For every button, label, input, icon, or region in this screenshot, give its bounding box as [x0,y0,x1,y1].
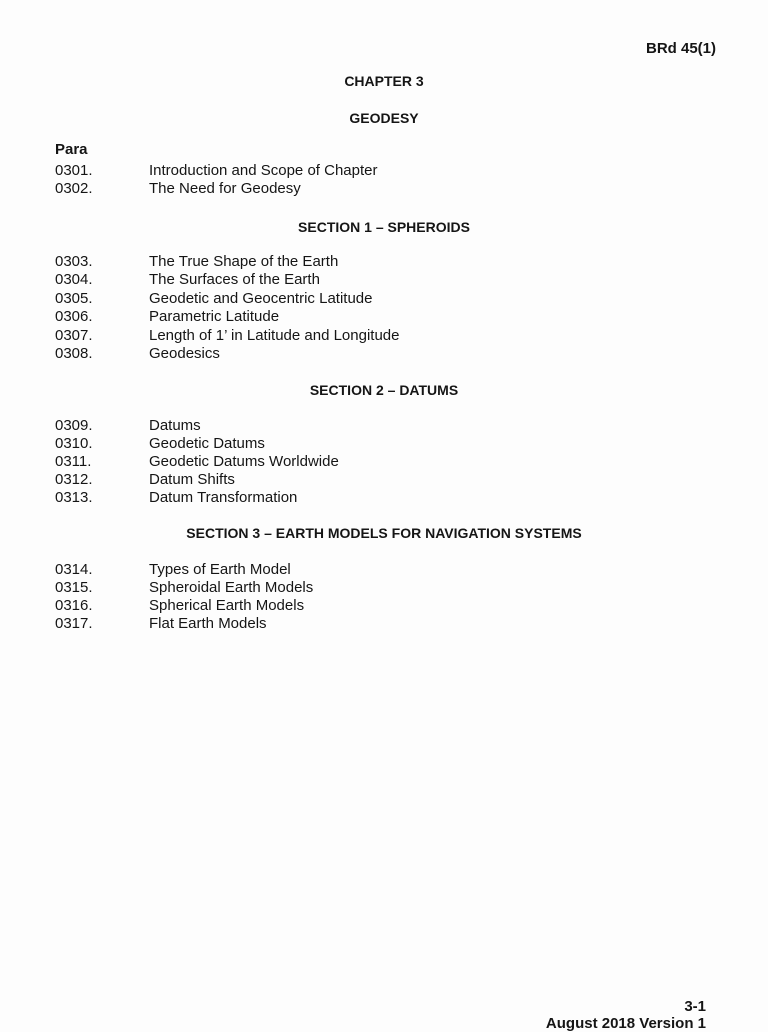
para-number: 0313. [55,489,93,506]
para-title: Geodetic and Geocentric Latitude [149,290,373,307]
toc-entry [55,453,339,471]
toc-entry [55,597,304,615]
toc-entry [55,345,220,363]
para-number: 0308. [55,345,93,362]
para-number: 0309. [55,417,93,434]
toc-entry [55,271,320,289]
toc-entry [55,489,297,507]
para-title: Types of Earth Model [149,561,291,578]
document-reference: BRd 45(1) [645,40,716,57]
para-number: 0310. [55,435,93,452]
para-number: 0317. [55,615,93,632]
para-title: Datums [149,417,201,434]
section-heading: SECTION 1 – SPHEROIDS [298,219,470,235]
toc-entry [55,435,265,453]
para-title: Geodetic Datums [149,435,265,452]
toc-entry [55,579,313,597]
para-column-label: Para [55,141,88,158]
para-title: Flat Earth Models [149,615,267,632]
para-title: The Surfaces of the Earth [149,271,320,288]
page-number: 3-1 [684,998,706,1015]
toc-entry [55,308,279,326]
toc-entry [55,417,201,435]
date-version: August 2018 Version 1 [545,1015,706,1032]
para-number: 0305. [55,290,93,307]
section-heading: SECTION 2 – DATUMS [309,382,459,398]
para-title: Datum Transformation [149,489,298,506]
para-title: Introduction and Scope of Chapter [149,162,378,179]
para-title: Geodesics [149,345,220,362]
para-number: 0312. [55,471,93,488]
para-number: 0314. [55,561,93,578]
toc-entry [55,471,235,489]
para-number: 0311. [55,453,92,470]
para-title: The Need for Geodesy [149,180,301,197]
para-number: 0304. [55,271,93,288]
para-title: Spherical Earth Models [149,597,305,614]
para-title: Length of 1’ in Latitude and Longitude [149,327,400,344]
para-title: Datum Shifts [149,471,235,488]
para-number: 0316. [55,597,93,614]
chapter-title: GEODESY [349,110,419,126]
para-title: Parametric Latitude [149,308,280,325]
toc-entry [55,253,338,271]
para-number: 0301. [55,162,93,179]
toc-entry [55,290,372,308]
para-number: 0306. [55,308,93,325]
para-title: Geodetic Datums Worldwide [149,453,339,470]
toc-entry [55,327,400,345]
toc-entry [55,561,291,579]
toc-entry [55,180,301,198]
chapter-label: CHAPTER 3 [344,73,424,89]
para-number: 0303. [55,253,93,270]
toc-entry [55,162,378,180]
para-title: Spheroidal Earth Models [149,579,314,596]
section-heading: SECTION 3 – EARTH MODELS FOR NAVIGATION SYSTEMS [186,525,582,541]
toc-entry [55,615,267,633]
para-number: 0307. [55,327,93,344]
para-title: The True Shape of the Earth [149,253,339,270]
para-number: 0302. [55,180,93,197]
para-number: 0315. [55,579,93,596]
